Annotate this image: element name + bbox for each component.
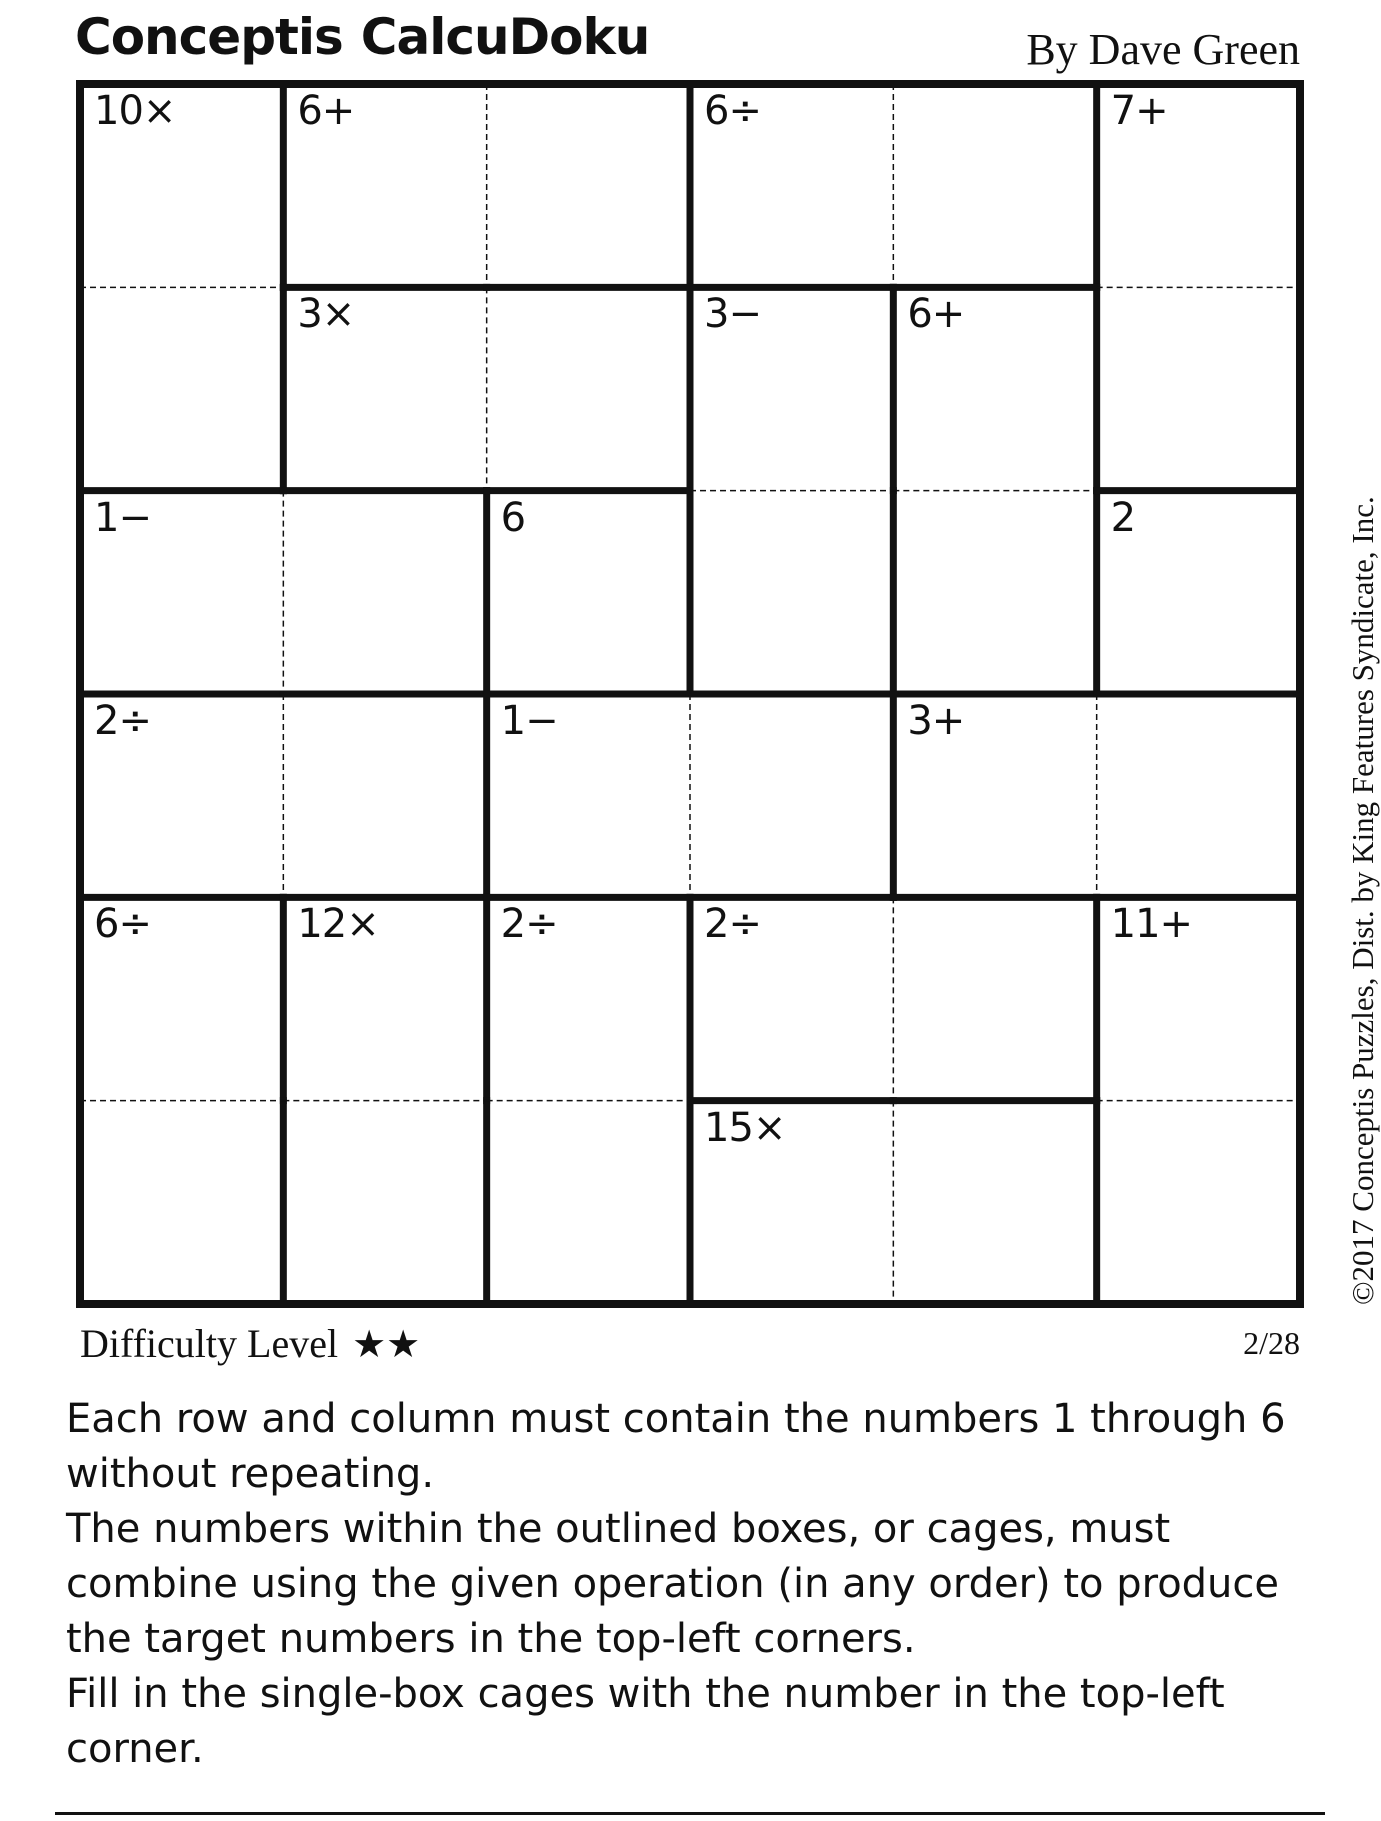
puzzle-date: 2/28: [1243, 1325, 1300, 1361]
brand-calcudoku: CalcuDoku: [360, 8, 650, 66]
cage-clue: 7+: [1110, 88, 1168, 134]
grid-cell[interactable]: [893, 491, 1096, 694]
instructions: [66, 1392, 1346, 1777]
grid-cell[interactable]: [690, 694, 893, 897]
cage-clue: 1−: [94, 494, 151, 541]
grid-cell[interactable]: [893, 897, 1096, 1100]
difficulty-label: Difficulty Level: [80, 1321, 339, 1366]
cage-clue: 15×: [704, 1104, 786, 1151]
difficulty-level: [80, 1320, 420, 1367]
cage-clue: 11+: [1110, 901, 1193, 948]
copyright-notice: ©2017 Conceptis Puzzles, Dist. by King Features Syndicate, Inc.: [1345, 496, 1380, 1305]
grid-cell[interactable]: [690, 491, 893, 694]
grid-cell[interactable]: [1097, 694, 1300, 897]
instruction-rows-columns: Each row and column must contain the numbers 1 through 6 without repeating.: [66, 1396, 1286, 1497]
grid-cell[interactable]: [80, 1101, 283, 1304]
difficulty-stars: ★★: [352, 1322, 421, 1366]
grid-cell[interactable]: [1097, 287, 1300, 490]
cage-clue: 3×: [297, 291, 355, 338]
grid-cell[interactable]: [283, 694, 486, 897]
cage-clue: 1−: [500, 698, 558, 744]
cage-clue: 6+: [297, 88, 355, 134]
cage-clue: 6: [500, 494, 526, 541]
bottom-divider: [55, 1812, 1325, 1815]
instruction-single-cages: Fill in the single-box cages with the number in the top-left corner.: [66, 1671, 1225, 1772]
cage-clue: 2÷: [704, 901, 761, 948]
grid-cell[interactable]: [283, 491, 486, 694]
cage-clue: 12×: [297, 901, 379, 948]
grid-cell[interactable]: [80, 287, 283, 490]
grid-cell[interactable]: [1097, 1101, 1300, 1304]
grid-cell[interactable]: [487, 84, 690, 287]
cage-clue: 10×: [94, 88, 176, 134]
cage-clue: 2÷: [94, 698, 151, 744]
puzzle-brand-title: [75, 8, 649, 66]
author-byline: By Dave Green: [1026, 25, 1300, 74]
grid-cell[interactable]: [487, 287, 690, 490]
grid-cell[interactable]: [283, 1101, 486, 1304]
cage-clue: 3+: [907, 698, 965, 744]
cage-clue: 3−: [704, 291, 761, 338]
grid-cell[interactable]: [487, 1101, 690, 1304]
cage-clue: 6+: [907, 291, 965, 338]
cage-clue: 2÷: [500, 901, 558, 948]
grid-cell[interactable]: [893, 84, 1096, 287]
instruction-cages: The numbers within the outlined boxes, or cages, must combine using the given operation (in any order) to produce the target numbers in the top-left corners.: [66, 1506, 1280, 1662]
cage-clue: 6÷: [704, 88, 761, 134]
grid-cell[interactable]: [893, 1101, 1096, 1304]
cage-clue: 6÷: [94, 901, 151, 948]
brand-conceptis: Conceptis: [75, 8, 343, 66]
cage-clue: 2: [1110, 494, 1136, 541]
calcudoku-grid: [80, 84, 1300, 1304]
